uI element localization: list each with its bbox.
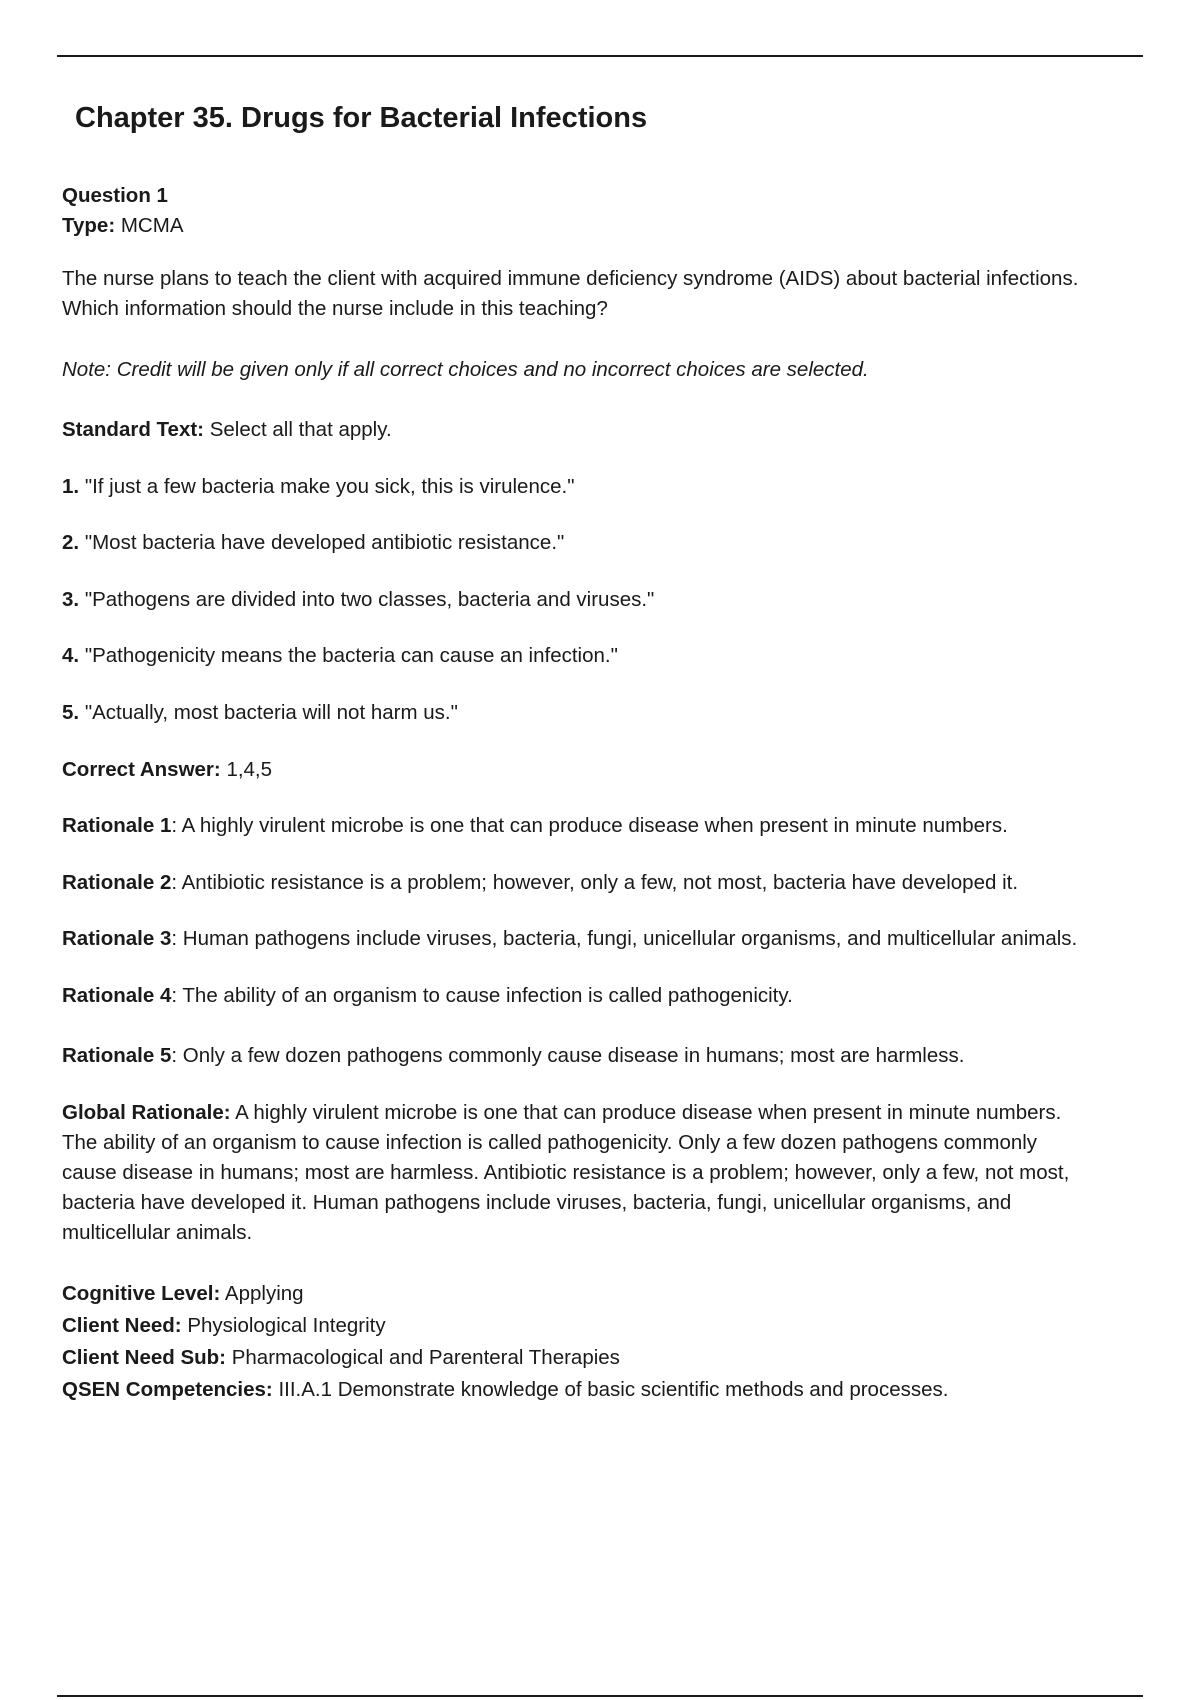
option-text: "If just a few bacteria make you sick, this is virulence."	[84, 475, 575, 498]
qsen-competencies-label: QSEN Competencies:	[62, 1378, 273, 1401]
client-need-label: Client Need:	[62, 1314, 182, 1337]
top-rule	[57, 55, 1143, 57]
global-rationale-line: bacteria have developed it. Human pathogens include viruses, bacteria, fungi, unicellular organisms, and	[62, 1191, 1012, 1214]
question-stem	[62, 264, 1172, 324]
option-text: "Pathogens are divided into two classes, bacteria and viruses."	[84, 588, 655, 611]
global-rationale-label: Global Rationale:	[62, 1101, 231, 1124]
rationale-label: Rationale 5	[62, 1044, 172, 1067]
credit-note: Note: Credit will be given only if all correct choices and no incorrect choices are selected.	[62, 358, 869, 381]
client-need	[62, 1310, 1172, 1342]
bottom-rule	[57, 1695, 1143, 1697]
answer-option	[62, 585, 1172, 615]
option-number: 1.	[62, 475, 80, 498]
rationale-text: : The ability of an organism to cause infection is called pathogenicity.	[171, 984, 793, 1007]
rationale	[62, 924, 1172, 954]
global-rationale-line: The ability of an organism to cause infection is called pathogenicity. Only a few dozen pathogens commonly	[62, 1131, 1038, 1154]
standard-text	[62, 415, 1172, 445]
question-stem-line: Which information should the nurse include in this teaching?	[62, 297, 608, 320]
global-rationale	[62, 1098, 1172, 1248]
standard-text-label: Standard Text:	[62, 418, 204, 441]
option-text: "Most bacteria have developed antibiotic resistance."	[84, 531, 565, 554]
client-need-sub-label: Client Need Sub:	[62, 1346, 227, 1369]
client-need-value: Physiological Integrity	[187, 1314, 386, 1337]
option-number: 2.	[62, 531, 80, 554]
answer-option	[62, 698, 1172, 728]
question-type-value: MCMA	[120, 214, 184, 237]
option-text: "Pathogenicity means the bacteria can cause an infection."	[84, 644, 618, 667]
client-need-sub-value: Pharmacological and Parenteral Therapies	[231, 1346, 620, 1369]
chapter-title: Chapter 35. Drugs for Bacterial Infections	[75, 102, 648, 134]
rationale-text: : A highly virulent microbe is one that can produce disease when present in minute numbers.	[171, 814, 1008, 837]
option-number: 3.	[62, 588, 80, 611]
rationale-text: : Human pathogens include viruses, bacteria, fungi, unicellular organisms, and multicellular animals.	[171, 927, 1078, 950]
rationale-label: Rationale 3	[62, 927, 172, 950]
rationale-label: Rationale 1	[62, 814, 172, 837]
global-rationale-line: A highly virulent microbe is one that can produce disease when present in minute numbers.	[230, 1101, 1062, 1124]
question-metadata	[62, 1278, 1172, 1406]
global-rationale-line: cause disease in humans; most are harmless. Antibiotic resistance is a problem; however, only a few, not most,	[62, 1161, 1070, 1184]
qsen-competencies-value: III.A.1 Demonstrate knowledge of basic scientific methods and processes.	[278, 1378, 949, 1401]
answer-option	[62, 641, 1172, 671]
question-number: Question 1	[62, 184, 168, 207]
option-number: 5.	[62, 701, 80, 724]
option-number: 4.	[62, 644, 80, 667]
cognitive-level-label: Cognitive Level:	[62, 1282, 221, 1305]
client-need-sub	[62, 1342, 1172, 1374]
global-rationale-line: multicellular animals.	[62, 1221, 253, 1244]
rationale-label: Rationale 4	[62, 984, 172, 1007]
correct-answer	[62, 755, 1172, 785]
question-stem-line: The nurse plans to teach the client with acquired immune deficiency syndrome (AIDS) about bacterial infections.	[62, 267, 1079, 290]
answer-option	[62, 528, 1172, 558]
correct-answer-label: Correct Answer:	[62, 758, 221, 781]
rationale	[62, 1041, 1172, 1071]
rationale-text: : Antibiotic resistance is a problem; however, only a few, not most, bacteria have developed it.	[171, 871, 1019, 894]
rationale-label: Rationale 2	[62, 871, 172, 894]
standard-text-value: Select all that apply.	[209, 418, 392, 441]
option-text: "Actually, most bacteria will not harm us."	[84, 701, 458, 724]
rationale-text: : Only a few dozen pathogens commonly cause disease in humans; most are harmless.	[171, 1044, 965, 1067]
rationale	[62, 811, 1172, 841]
question-header	[62, 181, 1172, 241]
question-type	[62, 211, 1172, 241]
question-type-label: Type:	[62, 214, 116, 237]
qsen-competencies	[62, 1374, 1172, 1406]
cognitive-level-value: Applying	[224, 1282, 304, 1305]
rationale	[62, 981, 1172, 1011]
correct-answer-value: 1,4,5	[226, 758, 273, 781]
answer-option	[62, 472, 1172, 502]
rationale	[62, 868, 1172, 898]
cognitive-level	[62, 1278, 1172, 1310]
